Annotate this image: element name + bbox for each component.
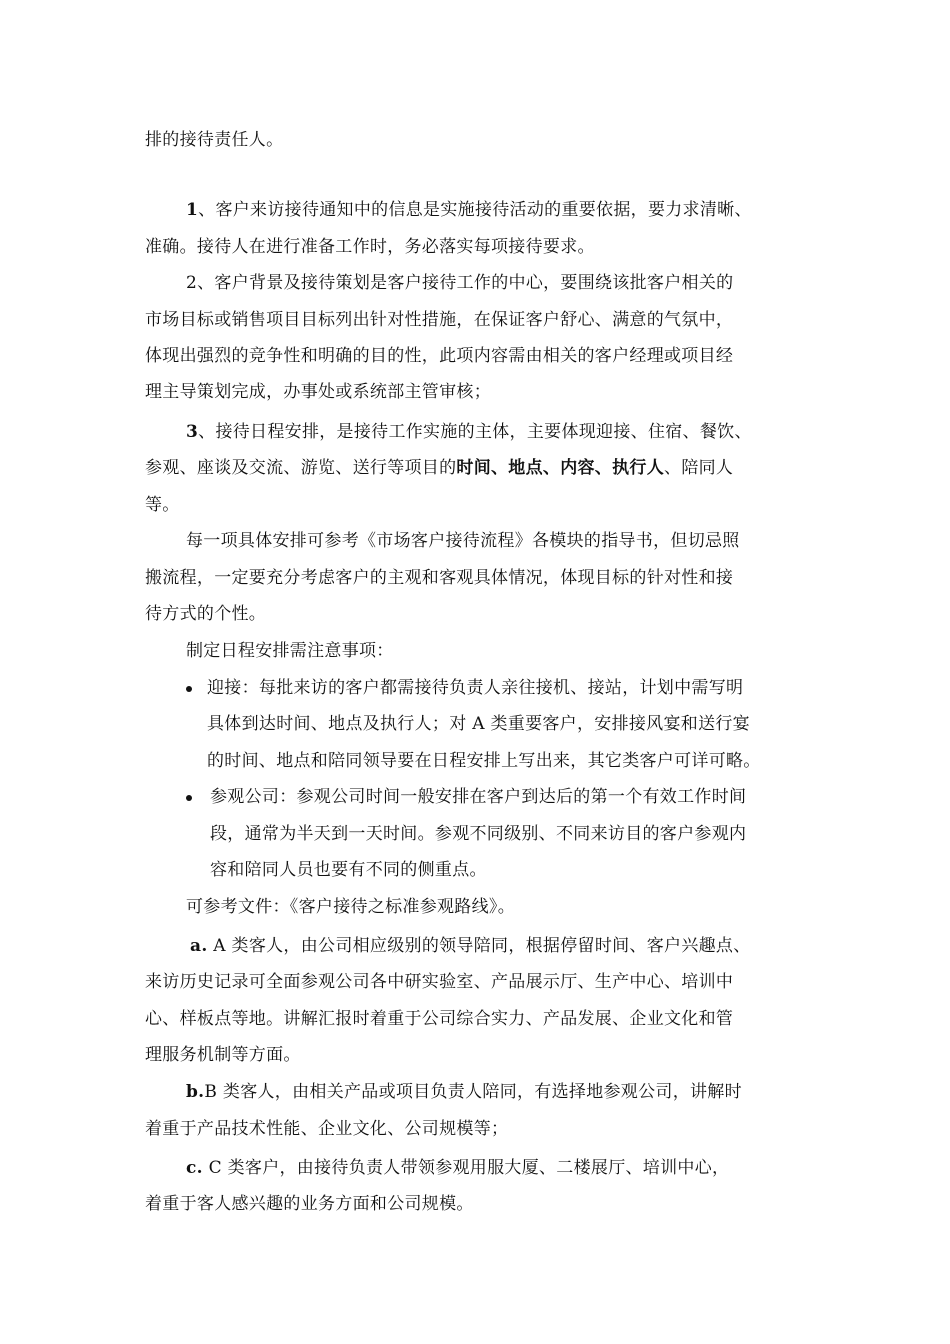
item-number: 1 bbox=[186, 200, 199, 220]
text-line: c. C 类客户，由接待负责人带领参观用服大厦、二楼展厅、培训中心， bbox=[186, 1158, 730, 1178]
text-line: 排的接待责任人。 bbox=[145, 130, 284, 150]
text-line: 可参考文件：《客户接待之标准参观路线》。 bbox=[186, 897, 515, 917]
text-line: 着重于客人感兴趣的业务方面和公司规模。 bbox=[145, 1194, 474, 1214]
text-line: 市场目标或销售项目目标列出针对性措施，在保证客户舒心、满意的气氛中， bbox=[145, 310, 734, 330]
text-line: 等。 bbox=[145, 495, 180, 515]
text-line: 1、客户来访接待通知中的信息是实施接待活动的重要依据，要力求清晰、 bbox=[186, 200, 752, 220]
text-line: 段，通常为半天到一天时间。参观不同级别、不同来访目的客户参观内 bbox=[210, 824, 747, 844]
text-line: 来访历史记录可全面参观公司各中研实验室、产品展示厅、生产中心、培训中 bbox=[145, 972, 734, 992]
text-line: 搬流程，一定要充分考虑客户的主观和客观具体情况，体现目标的针对性和接 bbox=[145, 568, 734, 588]
item-number: 3 bbox=[186, 422, 199, 442]
text-line: 体现出强烈的竞争性和明确的目的性，此项内容需由相关的客户经理或项目经 bbox=[145, 346, 734, 366]
text-line: 参观公司：参观公司时间一般安排在客户到达后的第一个有效工作时间 bbox=[210, 787, 747, 807]
text-line: 2、客户背景及接待策划是客户接待工作的中心，要围绕该批客户相关的 bbox=[186, 273, 734, 293]
text-line: 着重于产品技术性能、企业文化、公司规模等； bbox=[145, 1119, 509, 1139]
text-line: 理主导策划完成，办事处或系统部主管审核； bbox=[145, 382, 491, 402]
text-line: 待方式的个性。 bbox=[145, 604, 267, 624]
item-number: 2 bbox=[186, 273, 198, 293]
text-line: 3、接待日程安排，是接待工作实施的主体，主要体现迎接、住宿、餐饮、 bbox=[186, 422, 752, 442]
item-letter: a. bbox=[190, 936, 208, 956]
text-line: 具体到达时间、地点及执行人；对 A 类重要客户，安排接风宴和送行宴 bbox=[207, 714, 750, 734]
text-line: 心、样板点等地。讲解汇报时着重于公司综合实力、产品发展、企业文化和管 bbox=[145, 1009, 734, 1029]
text-line: 参观、座谈及交流、游览、送行等项目的时间、地点、内容、执行人、陪同人 bbox=[145, 458, 734, 478]
bullet-icon bbox=[186, 686, 192, 692]
bullet-icon bbox=[186, 795, 192, 801]
text-line: b.B 类客人，由相关产品或项目负责人陪同，有选择地参观公司，讲解时 bbox=[186, 1082, 742, 1102]
text-line: 理服务机制等方面。 bbox=[145, 1045, 301, 1065]
text-line: 迎接：每批来访的客户都需接待负责人亲往接机、接站，计划中需写明 bbox=[207, 678, 744, 698]
text-line: a. A 类客人，由公司相应级别的领导陪同，根据停留时间、客户兴趣点、 bbox=[190, 936, 751, 956]
item-letter: b. bbox=[186, 1082, 205, 1102]
text-line: 的时间、地点和陪同领导要在日程安排上写出来，其它类客户可详可略。 bbox=[207, 751, 761, 771]
text-line: 准确。接待人在进行准备工作时，务必落实每项接待要求。 bbox=[145, 237, 595, 257]
bold-text: 时间、地点、内容、执行人 bbox=[456, 458, 665, 478]
text-line: 容和陪同人员也要有不同的侧重点。 bbox=[210, 860, 487, 880]
item-letter: c. bbox=[186, 1158, 203, 1178]
text-line: 每一项具体安排可参考《市场客户接待流程》各模块的指导书，但切忌照 bbox=[186, 531, 740, 551]
text-line: 制定日程安排需注意事项： bbox=[186, 641, 394, 661]
